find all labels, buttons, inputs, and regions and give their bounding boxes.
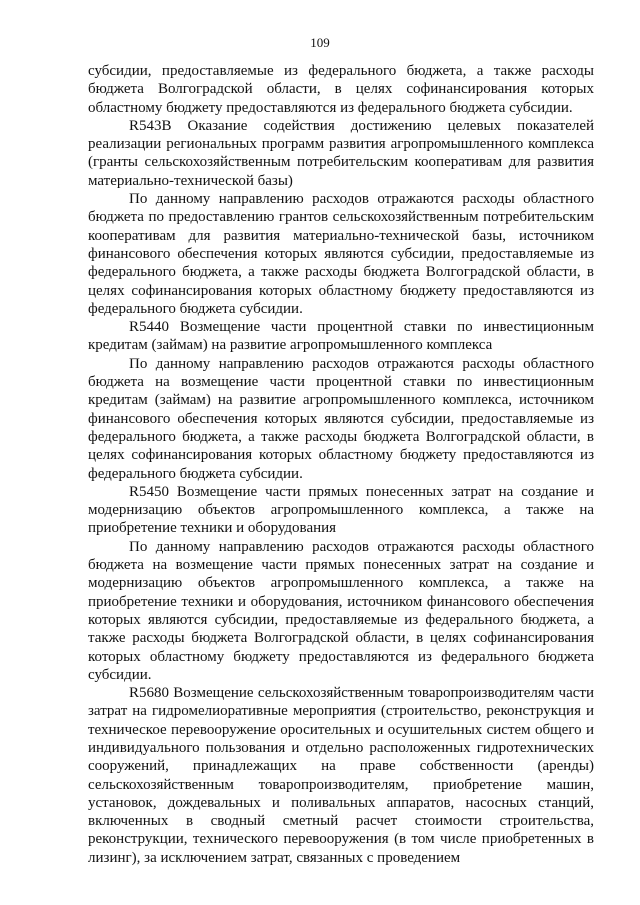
paragraph-r5450-description: По данному направлению расходов отражаются расходы областного бюджета на возмещение части прямых понесенных затрат на создание и модернизацию объектов агропромышленного комплекса, а также на приобретение техники и оборудования, источником финансового обеспечения которых являются субсидии, предоставляемые из федерального бюджета, а также расходы бюджета Волгоградской области, в целях софинансирования которых областному бюджету предоставляются из федерального бюджета субсидии. — [88, 538, 594, 683]
paragraph-heading-r5680: R5680 Возмещение сельскохозяйственным товаропроизводителям части затрат на гидромелиоративные мероприятия (строительство, реконструкция и техническое перевооружение оросительных и осушительных систем общего и индивидуального пользования и отдельно расположенных гидротехнических сооружений, принадлежащих на праве собственности (аренды) сельскохозяйственным товаропроизводителям, приобретение машин, установок, дождевальных и поливальных аппаратов, насосных станций, включенных в сводный сметный расчет стоимости строительства, реконструкции, технического перевооружения (в том числе приобретенных в лизинг), за исключением затрат, связанных с проведением — [88, 685, 594, 866]
paragraph-heading-r543b: R543B Оказание содействия достижению целевых показателей реализации региональных программ развития агропромышленного комплекса (гранты сельскохозяйственным потребительским кооперативам для развития материально-технической базы) — [88, 117, 594, 189]
paragraph-r543b-description: По данному направлению расходов отражаются расходы областного бюджета по предоставлению грантов сельскохозяйственным потребительским кооперативам для развития материально-технической базы, источником финансового обеспечения которых являются субсидии, предоставляемые из федерального бюджета, а также расходы бюджета Волгоградской области, в целях софинансирования которых областному бюджету предоставляются из федерального бюджета субсидии. — [88, 191, 594, 317]
paragraph-heading-r5450: R5450 Возмещение части прямых понесенных затрат на создание и модернизацию объектов агропромышленного комплекса, а также на приобретение техники и оборудования — [88, 483, 594, 537]
paragraph-r5440-description: По данному направлению расходов отражаются расходы областного бюджета на возмещение части процентной ставки по инвестиционным кредитам (займам) на развитие агропромышленного комплекса, источником финансового обеспечения которых являются субсидии, предоставляемые из федерального бюджета, а также расходы бюджета Волгоградской области, в целях софинансирования которых областному бюджету предоставляются из федерального бюджета субсидии. — [88, 355, 594, 482]
paragraph-continuation: субсидии, предоставляемые из федерального бюджета, а также расходы бюджета Волгоградской области, в целях софинансирования которых областному бюджету предоставляются из федерального бюджета субсидии. — [88, 63, 594, 116]
document-body — [88, 62, 594, 867]
paragraph-heading-r5440: R5440 Возмещение части процентной ставки по инвестиционным кредитам (займам) на развитие агропромышленного комплекса — [88, 319, 594, 354]
page-number: 109 — [310, 35, 330, 50]
